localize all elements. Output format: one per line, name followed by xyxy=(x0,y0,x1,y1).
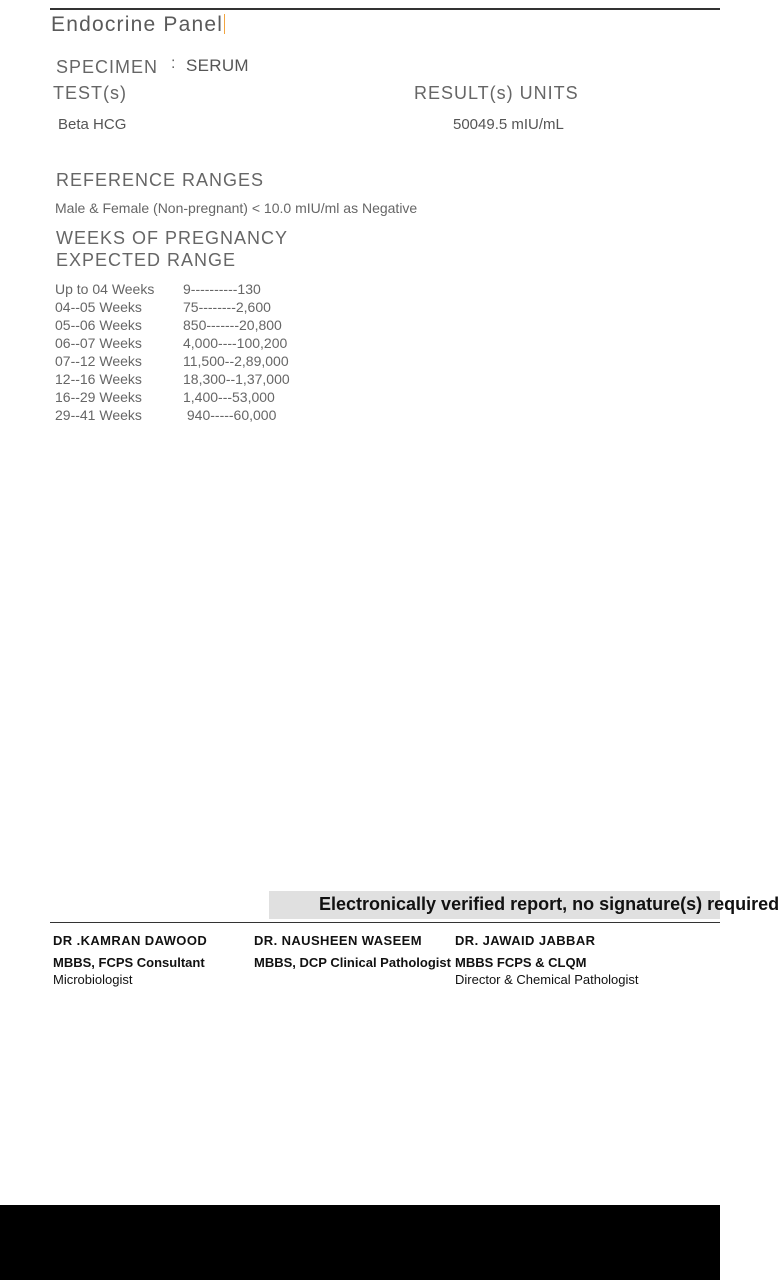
test-name: Beta HCG xyxy=(58,116,127,133)
doctor-credential-line: MBBS, DCP Clinical Pathologist xyxy=(254,955,451,970)
range-weeks: 16--29 Weeks xyxy=(55,389,142,405)
text-cursor xyxy=(224,14,225,34)
reference-note: Male & Female (Non-pregnant) < 10.0 mIU/ml as Negative xyxy=(55,200,418,216)
range-value: 18,300--1,37,000 xyxy=(183,371,290,387)
doctor-credentials xyxy=(254,954,451,971)
specimen-label: SPECIMEN xyxy=(56,57,159,77)
range-value: 4,000----100,200 xyxy=(183,335,288,351)
range-weeks: 07--12 Weeks xyxy=(55,353,142,369)
test-column-header: TEST(s) xyxy=(53,83,127,103)
doctor-signatory xyxy=(254,932,451,971)
range-row xyxy=(55,352,290,370)
footer-divider xyxy=(50,922,720,923)
range-weeks: 06--07 Weeks xyxy=(55,335,142,351)
range-value: 11,500--2,89,000 xyxy=(183,353,289,369)
range-weeks: Up to 04 Weeks xyxy=(55,281,155,297)
range-row xyxy=(55,298,290,316)
range-value: 850-------20,800 xyxy=(183,317,282,333)
range-value: 9----------130 xyxy=(183,281,261,297)
range-value: 75--------2,600 xyxy=(183,299,271,315)
doctor-signatory xyxy=(455,932,639,988)
test-result: 50049.5 mIU/mL xyxy=(453,116,564,133)
range-row xyxy=(55,316,290,334)
weeks-of-pregnancy-title: WEEKS OF PREGNANCY xyxy=(56,228,289,248)
doctor-name: DR. JAWAID JABBAR xyxy=(455,933,596,948)
specimen-value: SERUM xyxy=(186,56,249,75)
range-row xyxy=(55,388,290,406)
result-column-header: RESULT(s) UNITS xyxy=(414,83,579,103)
range-weeks: 29--41 Weeks xyxy=(55,407,142,423)
range-value: 1,400---53,000 xyxy=(183,389,275,405)
range-value: 940-----60,000 xyxy=(183,407,277,423)
expected-range-title: EXPECTED RANGE xyxy=(56,250,237,270)
doctor-credentials xyxy=(53,954,207,988)
doctor-credential-line: Director & Chemical Pathologist xyxy=(455,972,639,987)
range-row xyxy=(55,280,290,298)
range-weeks: 12--16 Weeks xyxy=(55,371,142,387)
range-weeks: 04--05 Weeks xyxy=(55,299,142,315)
doctor-credential-line: MBBS, FCPS Consultant xyxy=(53,955,205,970)
reference-ranges-title: REFERENCE RANGES xyxy=(56,170,265,190)
black-bottom-bar xyxy=(0,1205,720,1280)
doctor-signatory xyxy=(53,932,207,988)
pregnancy-ranges-table xyxy=(55,280,290,424)
range-weeks: 05--06 Weeks xyxy=(55,317,142,333)
top-divider xyxy=(50,8,720,10)
doctor-name: DR. NAUSHEEN WASEEM xyxy=(254,933,422,948)
range-row xyxy=(55,370,290,388)
range-row xyxy=(55,334,290,352)
doctor-name: DR .KAMRAN DAWOOD xyxy=(53,933,208,948)
range-row xyxy=(55,406,290,424)
doctor-credentials xyxy=(455,954,639,988)
doctor-credential-line: Microbiologist xyxy=(53,972,133,987)
doctor-credential-line: MBBS FCPS & CLQM xyxy=(455,955,587,970)
panel-title: Endocrine Panel xyxy=(51,13,224,36)
specimen-colon: : xyxy=(171,55,176,72)
verified-report-text: Electronically verified report, no signature(s) required xyxy=(319,894,779,914)
